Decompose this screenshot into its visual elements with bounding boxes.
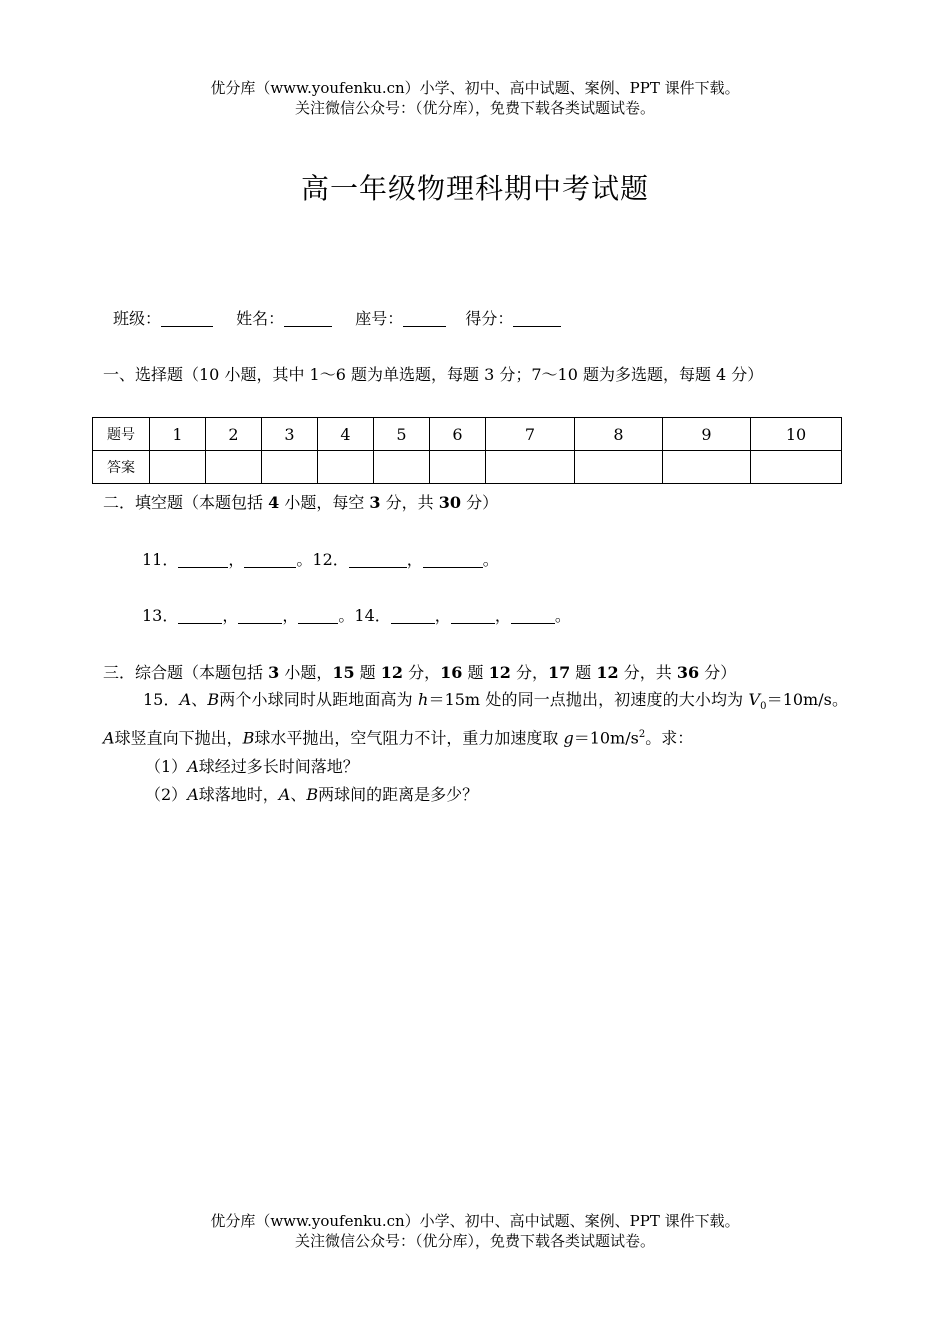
seat-blank	[403, 308, 446, 327]
answer-cell[interactable]	[262, 451, 318, 484]
page-title: 高一年级物理科期中考试题	[300, 172, 649, 205]
question-14-number: 14．	[354, 606, 391, 625]
class-label: 班级：	[113, 309, 162, 328]
fill-in-line-13-14: 13． ， ， 。14． ， ， 。	[142, 606, 571, 625]
blank-13c[interactable]	[298, 605, 338, 624]
table-row-answers	[93, 451, 842, 484]
row-header-number: 题号	[93, 418, 150, 451]
blank-12b[interactable]	[423, 549, 483, 568]
section-2-heading: 二．填空题（本题包括 4 小题，每空 3 分，共 30 分）	[103, 493, 499, 512]
question-number-cell: 3	[262, 418, 318, 451]
question-12-number: 12．	[312, 550, 349, 569]
blank-13a[interactable]	[178, 605, 222, 624]
question-number-cell: 7	[486, 418, 575, 451]
question-number-cell: 2	[206, 418, 262, 451]
answer-cell[interactable]	[374, 451, 430, 484]
fill-in-line-11-12: 11． ， 。12． ， 。	[142, 550, 499, 569]
question-number-cell: 8	[575, 418, 663, 451]
answer-cell[interactable]	[318, 451, 374, 484]
question-11-number: 11．	[142, 550, 179, 569]
question-number-cell: 6	[430, 418, 486, 451]
name-blank	[284, 308, 332, 327]
header-line-1: 优分库（www.youfenku.cn）小学、初中、高中试题、案例、PPT 课件下载。	[210, 79, 740, 97]
blank-11a[interactable]	[178, 549, 228, 568]
name-label: 姓名：	[236, 309, 285, 328]
question-number-cell: 1	[150, 418, 206, 451]
score-blank	[513, 308, 561, 327]
blank-11b[interactable]	[244, 549, 296, 568]
footer-line-2: 关注微信公众号：（优分库），免费下载各类试题试卷。	[294, 1232, 655, 1250]
blank-14a[interactable]	[391, 605, 435, 624]
footer-line-1: 优分库（www.youfenku.cn）小学、初中、高中试题、案例、PPT 课件下载。	[210, 1212, 740, 1230]
question-15	[103, 686, 848, 809]
blank-14b[interactable]	[451, 605, 495, 624]
answer-cell[interactable]	[430, 451, 486, 484]
header-line-2: 关注微信公众号：（优分库），免费下载各类试题试卷。	[294, 99, 655, 117]
question-number-cell: 4	[318, 418, 374, 451]
question-number-cell: 5	[374, 418, 430, 451]
section-1-heading: 一、选择题（10 小题，其中 1～6 题为单选题，每题 3 分；7～10 题为多选题，每题 4 分）	[103, 365, 764, 384]
answer-cell[interactable]	[663, 451, 751, 484]
blank-14c[interactable]	[511, 605, 555, 624]
question-number-cell: 10	[751, 418, 842, 451]
student-info-line	[113, 308, 561, 330]
section-3-heading: 三．综合题（本题包括 3 小题，15 题 12 分，16 题 12 分，17 题 12 分，共 36 分）	[103, 663, 737, 682]
question-number-cell: 9	[663, 418, 751, 451]
table-row-numbers	[93, 418, 842, 451]
score-label: 得分：	[465, 309, 514, 328]
question-15-part-2: （2）A球落地时，A、B两球间的距离是多少？	[145, 784, 479, 804]
answer-cell[interactable]	[150, 451, 206, 484]
question-15-stem: 15．A、B两个小球同时从距地面高为 h＝15m 处的同一点抛出，初速度的大小均为 $V_0=10m/s$。A球竖直向下抛出，B球水平抛出，空气阻力不计，重力加速度取 $g=10m/s^2$。求：	[103, 690, 848, 748]
answer-cell[interactable]	[751, 451, 842, 484]
answer-cell[interactable]	[486, 451, 575, 484]
answer-table	[92, 417, 842, 484]
question-15-part-1: （1）A球经过多长时间落地？	[145, 756, 359, 776]
seat-label: 座号：	[355, 309, 404, 328]
blank-13b[interactable]	[238, 605, 282, 624]
answer-cell[interactable]	[575, 451, 663, 484]
class-blank	[161, 308, 213, 327]
question-13-number: 13．	[142, 606, 179, 625]
row-header-answer: 答案	[93, 451, 150, 484]
answer-cell[interactable]	[206, 451, 262, 484]
blank-12a[interactable]	[349, 549, 407, 568]
